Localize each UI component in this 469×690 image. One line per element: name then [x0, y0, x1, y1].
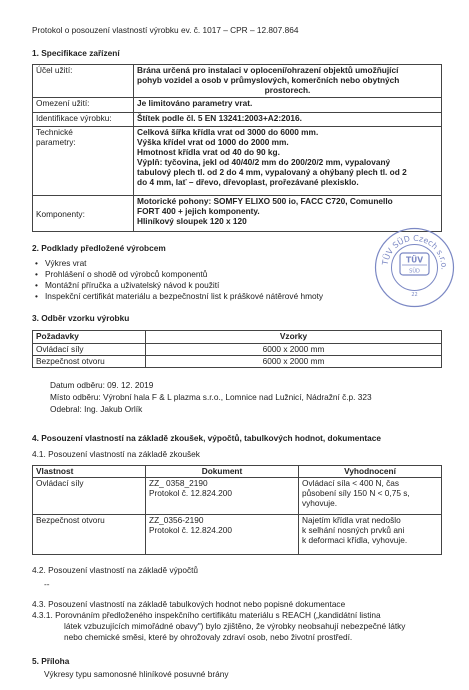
- spec-label: Komponenty:: [33, 196, 134, 232]
- specification-table: [32, 64, 442, 232]
- cell-property: Ovládací síly: [33, 478, 146, 515]
- spec-value: [134, 65, 442, 98]
- spec-value-line: pohyb vozidel a osob v průmyslových, komerčních nebo obytných: [137, 75, 400, 85]
- column-header-evaluation: Vyhodnocení: [299, 466, 442, 478]
- cell-line: k deformaci křídla, vyhovuje.: [302, 535, 408, 545]
- spec-label: Identifikace výrobku:: [33, 113, 134, 127]
- cell-requirement: Ovládací síly: [33, 344, 146, 356]
- list-item: • Inspekční certifikát materiálu a bezpečnostní list k práškové nátěrové hmoty: [32, 291, 323, 302]
- cell-requirement: Bezpečnost otvoru: [33, 356, 146, 368]
- cell-line: působení síly 150 N < 0,75 s,: [302, 488, 410, 498]
- assessment-table: [32, 465, 442, 555]
- table-row: [33, 356, 442, 368]
- subsection-4-1-heading: 4.1. Posouzení vlastností na základě zkoušek: [32, 449, 200, 459]
- subsection-4-3-1-line: 4.3.1. Porovnáním předloženého inspekčního certifikátu materiálu s REACH („kandidátní listina: [32, 610, 381, 620]
- cell-line: Protokol č. 12.824.200: [149, 525, 233, 535]
- cell-line: vyhovuje.: [302, 498, 338, 508]
- spec-value-line: Hliníkový sloupek 120 x 120: [137, 216, 247, 226]
- column-header-document: Dokument: [146, 466, 299, 478]
- cell-line: Ovládací síla < 400 N, čas: [302, 478, 400, 488]
- spec-label: Technické parametry:: [33, 127, 134, 196]
- spec-row-limitation: [33, 98, 442, 113]
- documents-list: [32, 258, 323, 302]
- sampling-place: Místo odběru: Výrobní hala F & L plazma s.r.o., Lomnice nad Lužnicí, Nádražní č.p. 323: [50, 392, 372, 402]
- table-header-row: [33, 331, 442, 344]
- subsection-4-3-heading: 4.3. Posouzení vlastností na základě tabulkových hodnot nebo popisné dokumentace: [32, 599, 346, 609]
- column-header-requirements: Požadavky: [33, 331, 146, 344]
- subsection-4-3-1-line: nebo chemické směsi, které by ohrožovaly zdraví osob, nebo životní prostředí.: [64, 632, 353, 642]
- subsection-4-2-heading: 4.2. Posouzení vlastností na základě výpočtů: [32, 565, 199, 575]
- cell-document: [146, 515, 299, 555]
- tuv-sud-stamp: [374, 227, 455, 308]
- spec-value-line: Motorické pohony: SOMFY ELIXO 500 io, FACC C720, Comunello: [137, 196, 393, 206]
- table-row: [33, 515, 442, 555]
- section-3-heading: 3. Odběr vzorku výrobku: [32, 313, 130, 323]
- spec-row-technical: [33, 127, 442, 196]
- spec-label: Účel užití:: [33, 65, 134, 98]
- stamp-number: 22: [411, 292, 418, 298]
- cell-line: Najetím křídla vrat nedošlo: [302, 515, 401, 525]
- cell-document: [146, 478, 299, 515]
- spec-value-line: Hmotnost křídla vrat od 40 do 90 kg.: [137, 147, 280, 157]
- spec-value-line: do 4 mm, lať – dřevo, dřevoplast, prořezávané plexisklo.: [137, 177, 359, 187]
- sampled-by: Odebral: Ing. Jakub Orlík: [50, 404, 143, 414]
- spec-value-line: prostorech.: [264, 85, 311, 95]
- section-1-heading: 1. Specifikace zařízení: [32, 48, 120, 58]
- list-item: • Montážní příručka a uživatelský návod k použití: [32, 280, 323, 291]
- subsection-4-3-1-line: látek vzbuzujících mimořádné obavy") bylo zjištěno, že výrobky neobsahují nebezpečné látky: [64, 621, 406, 631]
- spec-value-line: Celková šířka křídla vrat od 3000 do 6000 mm.: [137, 127, 319, 137]
- sampling-date: Datum odběru: 09. 12. 2019: [50, 380, 154, 390]
- section-4-heading: 4. Posouzení vlastností na základě zkoušek, výpočtů, tabulkových hodnot, dokumentace: [32, 433, 382, 443]
- document-header: Protokol o posouzení vlastností výrobku ev. č. 1017 – CPR – 12.807.864: [32, 25, 299, 35]
- cell-sample: 6000 x 2000 mm: [146, 356, 442, 368]
- cell-property: Bezpečnost otvoru: [33, 515, 146, 555]
- cell-line: ZZ_0356-2190: [149, 515, 204, 525]
- cell-line: ZZ_ 0358_2190: [149, 478, 208, 488]
- spec-value-line: Výška křídel vrat od 1000 do 2000 mm.: [137, 137, 289, 147]
- list-item: • Výkres vrat: [32, 258, 323, 269]
- spec-value-line: Brána určená pro instalaci v oplocení/ohrazení objektů umožňující: [137, 65, 399, 75]
- spec-value: Štítek podle čl. 5 EN 13241:2003+A2:2016.: [134, 113, 442, 127]
- spec-value: Je limitováno parametry vrat.: [134, 98, 442, 113]
- table-row: [33, 478, 442, 515]
- spec-label: Omezení užití:: [33, 98, 134, 113]
- stamp-logo-top: TÜV: [405, 255, 424, 265]
- spec-value-line: FORT 400 + jejich komponenty.: [137, 206, 260, 216]
- attachment-text: Výkresy typu samonosné hliníkové posuvné brány: [44, 669, 229, 679]
- cell-sample: 6000 x 2000 mm: [146, 344, 442, 356]
- column-header-property: Vlastnost: [33, 466, 146, 478]
- column-header-samples: Vzorky: [146, 331, 442, 344]
- cell-evaluation: [299, 478, 442, 515]
- table-row: [33, 344, 442, 356]
- subsection-4-2-content: --: [44, 579, 50, 589]
- spec-value-line: tabulový plech tl. od 2 do 4 mm, vypalovaný a ohýbaný plech tl. od 2: [137, 167, 407, 177]
- spec-value-line: Výplň: tyčovina, jekl od 40/40/2 mm do 200/20/2 mm, vypalovaný: [137, 157, 391, 167]
- spec-row-purpose: [33, 65, 442, 98]
- table-header-row: [33, 466, 442, 478]
- cell-evaluation: [299, 515, 442, 555]
- section-2-heading: 2. Podklady předložené výrobcem: [32, 243, 166, 253]
- spec-value: [134, 127, 442, 196]
- stamp-logo-bottom: SÜD: [409, 268, 420, 275]
- cell-line: Protokol č. 12.824.200: [149, 488, 233, 498]
- sample-table: [32, 330, 442, 368]
- spec-row-identification: [33, 113, 442, 127]
- section-5-heading: 5. Příloha: [32, 656, 70, 666]
- list-item: • Prohlášení o shodě od výrobců komponentů: [32, 269, 323, 280]
- cell-line: k selhání nosných prvků ani: [302, 525, 405, 535]
- stamp-ring-text: TÜV SÜD Czech s.r.o.: [380, 233, 449, 271]
